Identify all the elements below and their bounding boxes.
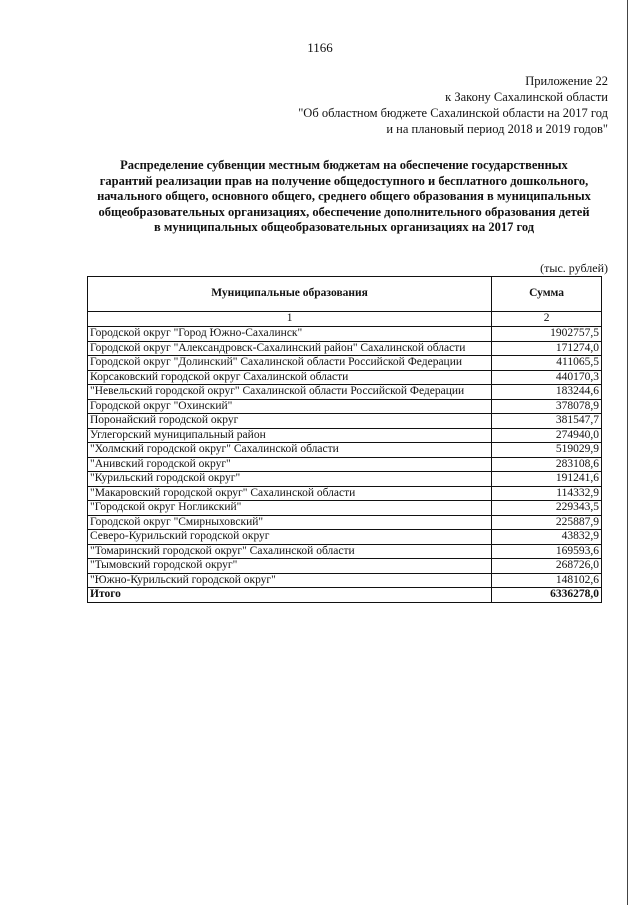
header-municipality: Муниципальные образования [88,277,492,312]
subvention-sum: 381547,7 [492,414,602,429]
table-row [88,544,602,559]
municipality-name: Городской округ "Охинский" [88,399,492,414]
subvention-sum: 274940,0 [492,428,602,443]
table-row [88,573,602,588]
title-line: в муниципальных общеобразовательных организациях на 2017 год [153,220,535,234]
page-edge-line [627,0,628,905]
units-label: (тыс. рублей) [540,261,608,275]
table-row [88,428,602,443]
subvention-sum: 411065,5 [492,356,602,371]
title-line: начального общего, основного общего, среднего общего образования в муниципальных [97,189,591,203]
subvention-sum: 440170,3 [492,370,602,385]
appendix-line: Приложение 22 [525,74,608,88]
subvention-sum: 225887,9 [492,515,602,530]
title-line: гарантий реализации прав на получение общедоступного и бесплатного дошкольного, [99,173,589,188]
subvention-sum: 519029,9 [492,443,602,458]
table-row [88,399,602,414]
municipality-name: Северо-Курильский городской округ [88,530,492,545]
subvention-sum: 378078,9 [492,399,602,414]
municipality-name: "Макаровский городской округ" Сахалинской области [88,486,492,501]
table-row [88,559,602,574]
municipality-name: Городской округ "Александровск-Сахалинский район" Сахалинской области [88,341,492,356]
subvention-sum: 283108,6 [492,457,602,472]
column-number: 1 [88,312,492,327]
page-number: 1166 [307,40,333,55]
municipality-name: "Томаринский городской округ" Сахалинской области [88,544,492,559]
table-header-row [88,277,602,312]
subvention-sum: 183244,6 [492,385,602,400]
title-line: общеобразовательных организациях, обеспечение дополнительного образования детей [98,204,590,219]
municipality-name: "Анивский городской округ" [88,457,492,472]
subvention-sum: 229343,5 [492,501,602,516]
header-sum: Сумма [492,277,602,312]
municipality-name: "Курильский городской округ" [88,472,492,487]
subvention-sum: 171274,0 [492,341,602,356]
document-title [88,158,600,236]
municipality-name: Поронайский городской округ [88,414,492,429]
subvention-sum: 148102,6 [492,573,602,588]
total-label: Итого [88,588,492,603]
subvention-sum: 191241,6 [492,472,602,487]
subvention-sum: 114332,9 [492,486,602,501]
distribution-table [87,276,602,603]
table-row [88,457,602,472]
appendix-line: и на плановый период 2018 и 2019 годов" [386,122,608,136]
table-row [88,530,602,545]
municipality-name: Городской округ "Город Южно-Сахалинск" [88,327,492,342]
table-row [88,472,602,487]
table-row [88,327,602,342]
title-line: Распределение субвенции местным бюджетам на обеспечение государственных [120,158,568,172]
municipality-name: Углегорский муниципальный район [88,428,492,443]
table-row [88,443,602,458]
municipality-name: "Холмский городской округ" Сахалинской области [88,443,492,458]
municipality-name: Городской округ "Смирныховский" [88,515,492,530]
subvention-sum: 1902757,5 [492,327,602,342]
total-row [88,588,602,603]
table-row [88,515,602,530]
table-row [88,356,602,371]
municipality-name: "Южно-Курильский городской округ" [88,573,492,588]
municipality-name: "Тымовский городской округ" [88,559,492,574]
appendix-line: к Закону Сахалинской области [445,90,608,104]
municipality-name: Корсаковский городской округ Сахалинской области [88,370,492,385]
appendix-header [298,73,608,137]
subvention-sum: 268726,0 [492,559,602,574]
total-sum: 6336278,0 [492,588,602,603]
table-row [88,486,602,501]
table-row [88,370,602,385]
subvention-sum: 43832,9 [492,530,602,545]
appendix-line: "Об областном бюджете Сахалинской области на 2017 год [298,106,608,120]
column-number-row [88,312,602,327]
table-row [88,385,602,400]
table-row [88,341,602,356]
municipality-name: "Невельский городской округ" Сахалинской области Российской Федерации [88,385,492,400]
table-row [88,414,602,429]
table-row [88,501,602,516]
column-number: 2 [492,312,602,327]
municipality-name: Городской округ "Долинский" Сахалинской области Российской Федерации [88,356,492,371]
municipality-name: "Городской округ Ногликский" [88,501,492,516]
subvention-sum: 169593,6 [492,544,602,559]
